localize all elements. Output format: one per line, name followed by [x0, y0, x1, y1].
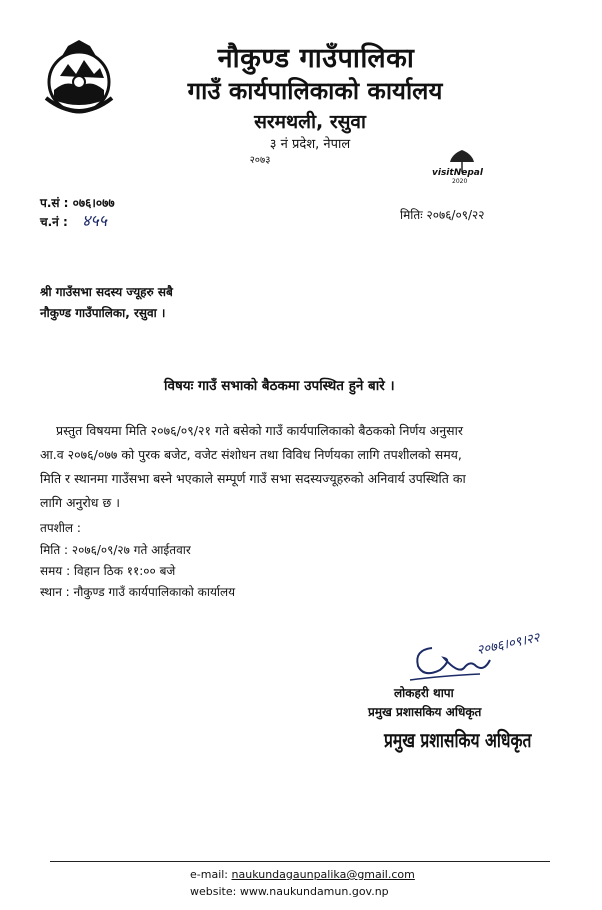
website-label: website:: [190, 885, 237, 898]
visit-nepal-logo: [432, 148, 502, 185]
body-line: लागि अनुरोध छ ।: [40, 495, 120, 510]
email-link[interactable]: naukundagaunpalika@gmail.com: [231, 868, 415, 881]
recipient-line-2: नौकुण्ड गाउँपालिका, रसुवा ।: [40, 306, 166, 320]
signatory-title: प्रमुख प्रशासकिय अधिकृत: [368, 705, 482, 719]
footer-website: [190, 885, 430, 898]
details-place: स्थान : नौकुण्ड गाउँ कार्यपालिकाको कार्यालय: [40, 585, 236, 599]
footer-divider: [50, 861, 550, 862]
details-time: समय : विहान ठिक ११:०० बजे: [40, 564, 176, 578]
dispatch-number: ४५५: [82, 211, 107, 230]
office-province: ३ नं प्रदेश, नेपाल: [269, 137, 351, 152]
office-established: २०७३: [249, 155, 271, 166]
signature-date: २०७६।०९।२२: [475, 630, 542, 659]
signatory-name: लोकहरी थापा: [394, 686, 454, 700]
recipient-line-1: श्री गाउँसभा सदस्य ज्यूहरु सबै: [40, 285, 173, 299]
office-address: सरमथली, रसुवा: [254, 111, 366, 133]
letter-date: मितिः २०७६/०९/२२: [400, 208, 485, 222]
body-line: प्रस्तुत विषयमा मिति २०७६/०९/२१ गते बसेको गाउँ कार्यपालिकाको बैठकको निर्णय अनुसार: [56, 423, 463, 438]
visit-nepal-year: 2020: [452, 178, 468, 185]
office-subtitle: गाउँ कार्यपालिकाको कार्यालय: [187, 77, 443, 105]
dispatch-label: च.नं :: [40, 215, 68, 229]
emblem-icon: [38, 38, 120, 120]
details-date: मिति : २०७६/०९/२७ गते आईतवार: [40, 543, 191, 557]
office-name: नौकुण्ड गाउँपालिका: [217, 43, 415, 74]
body-line: मिति र स्थानमा गाउँसभा बस्ने भएकाले सम्पूर्ण गाउँ सभा सदस्यज्यूहरुको अनिवार्य उपस्थिति का: [40, 471, 466, 486]
email-label: e-mail:: [190, 868, 229, 881]
designation-stamp: प्रमुख प्रशासकिय अधिकृत: [384, 728, 532, 752]
details-heading: तपशील :: [40, 521, 81, 535]
body-line: आ.व २०७६/०७७ को पुरक बजेट, वजेट संशोधन तथा विविध निर्णयका लागि तपशीलको समय,: [40, 447, 462, 462]
government-emblem: [38, 38, 120, 120]
letter-body: [40, 419, 576, 515]
reference-number: प.सं : ०७६।०७७: [40, 196, 115, 210]
footer-email: [190, 868, 430, 881]
website-link[interactable]: www.naukundamun.gov.np: [239, 885, 389, 898]
subject-line: विषयः गाउँ सभाको बैठकमा उपस्थित हुने बारे ।: [164, 378, 395, 394]
visit-nepal-text: visitNepal: [432, 168, 483, 178]
